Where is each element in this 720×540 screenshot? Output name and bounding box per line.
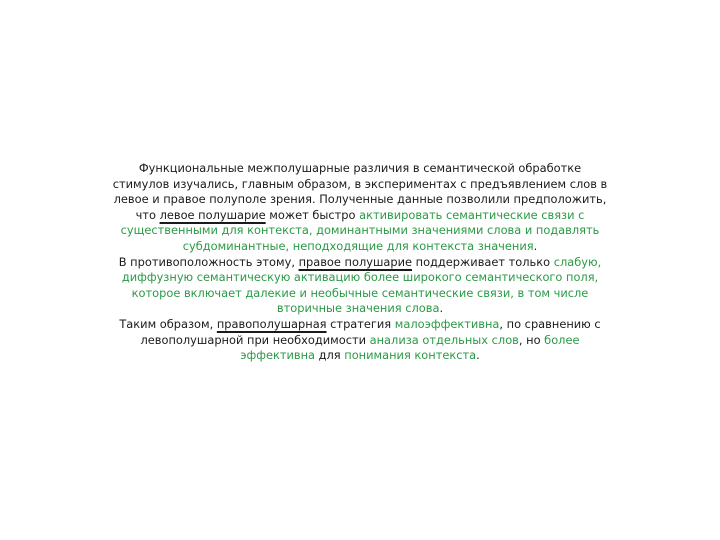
highlighted-text: более эффективна — [240, 332, 580, 363]
text-span: . — [476, 348, 480, 363]
text-span: стратегия — [326, 316, 395, 331]
highlighted-text: понимания контекста — [344, 348, 477, 363]
text-span: поддерживает только — [412, 254, 554, 269]
text-span: В противоположность этому, — [118, 254, 299, 269]
text-span: , но — [518, 332, 545, 347]
text-span: для — [315, 348, 345, 363]
paragraph-2 — [110, 255, 610, 317]
text-span: . — [533, 238, 538, 253]
underlined-term: правополушарная — [216, 316, 327, 331]
text-span: Таким образом, — [119, 316, 217, 331]
text-span: . — [439, 301, 444, 316]
highlighted-text: слабую, диффузную семантическую активацию более широкого семантического поля, которое включает далекие и необычные семантические связи, в том числе вторичные значения слова — [121, 254, 602, 316]
paragraph-3 — [110, 317, 610, 364]
underlined-term: левое полушарие — [159, 207, 266, 222]
text-span: может быстро — [265, 207, 360, 222]
text-block — [110, 161, 610, 364]
highlighted-text: активировать семантические связи с существенными для контекста, доминантными значениями слова и подавлять субдоминантные, неподходящие для контекста значения — [120, 207, 600, 253]
text-span: Функциональные межполушарные различия в семантической обработке стимулов изучались, главным образом, в экспериментах с предъявлением слов в левое и правое полуполе зрения. Полученные данные позволили предположить, что — [112, 161, 608, 222]
text-span: , по сравнению с левополушарной при необходимости — [140, 316, 601, 347]
highlighted-text: анализа отдельных слов — [369, 332, 519, 347]
paragraph-1 — [110, 161, 610, 255]
underlined-term: правое полушарие — [298, 254, 413, 269]
highlighted-text: малоэффективна — [394, 316, 500, 331]
